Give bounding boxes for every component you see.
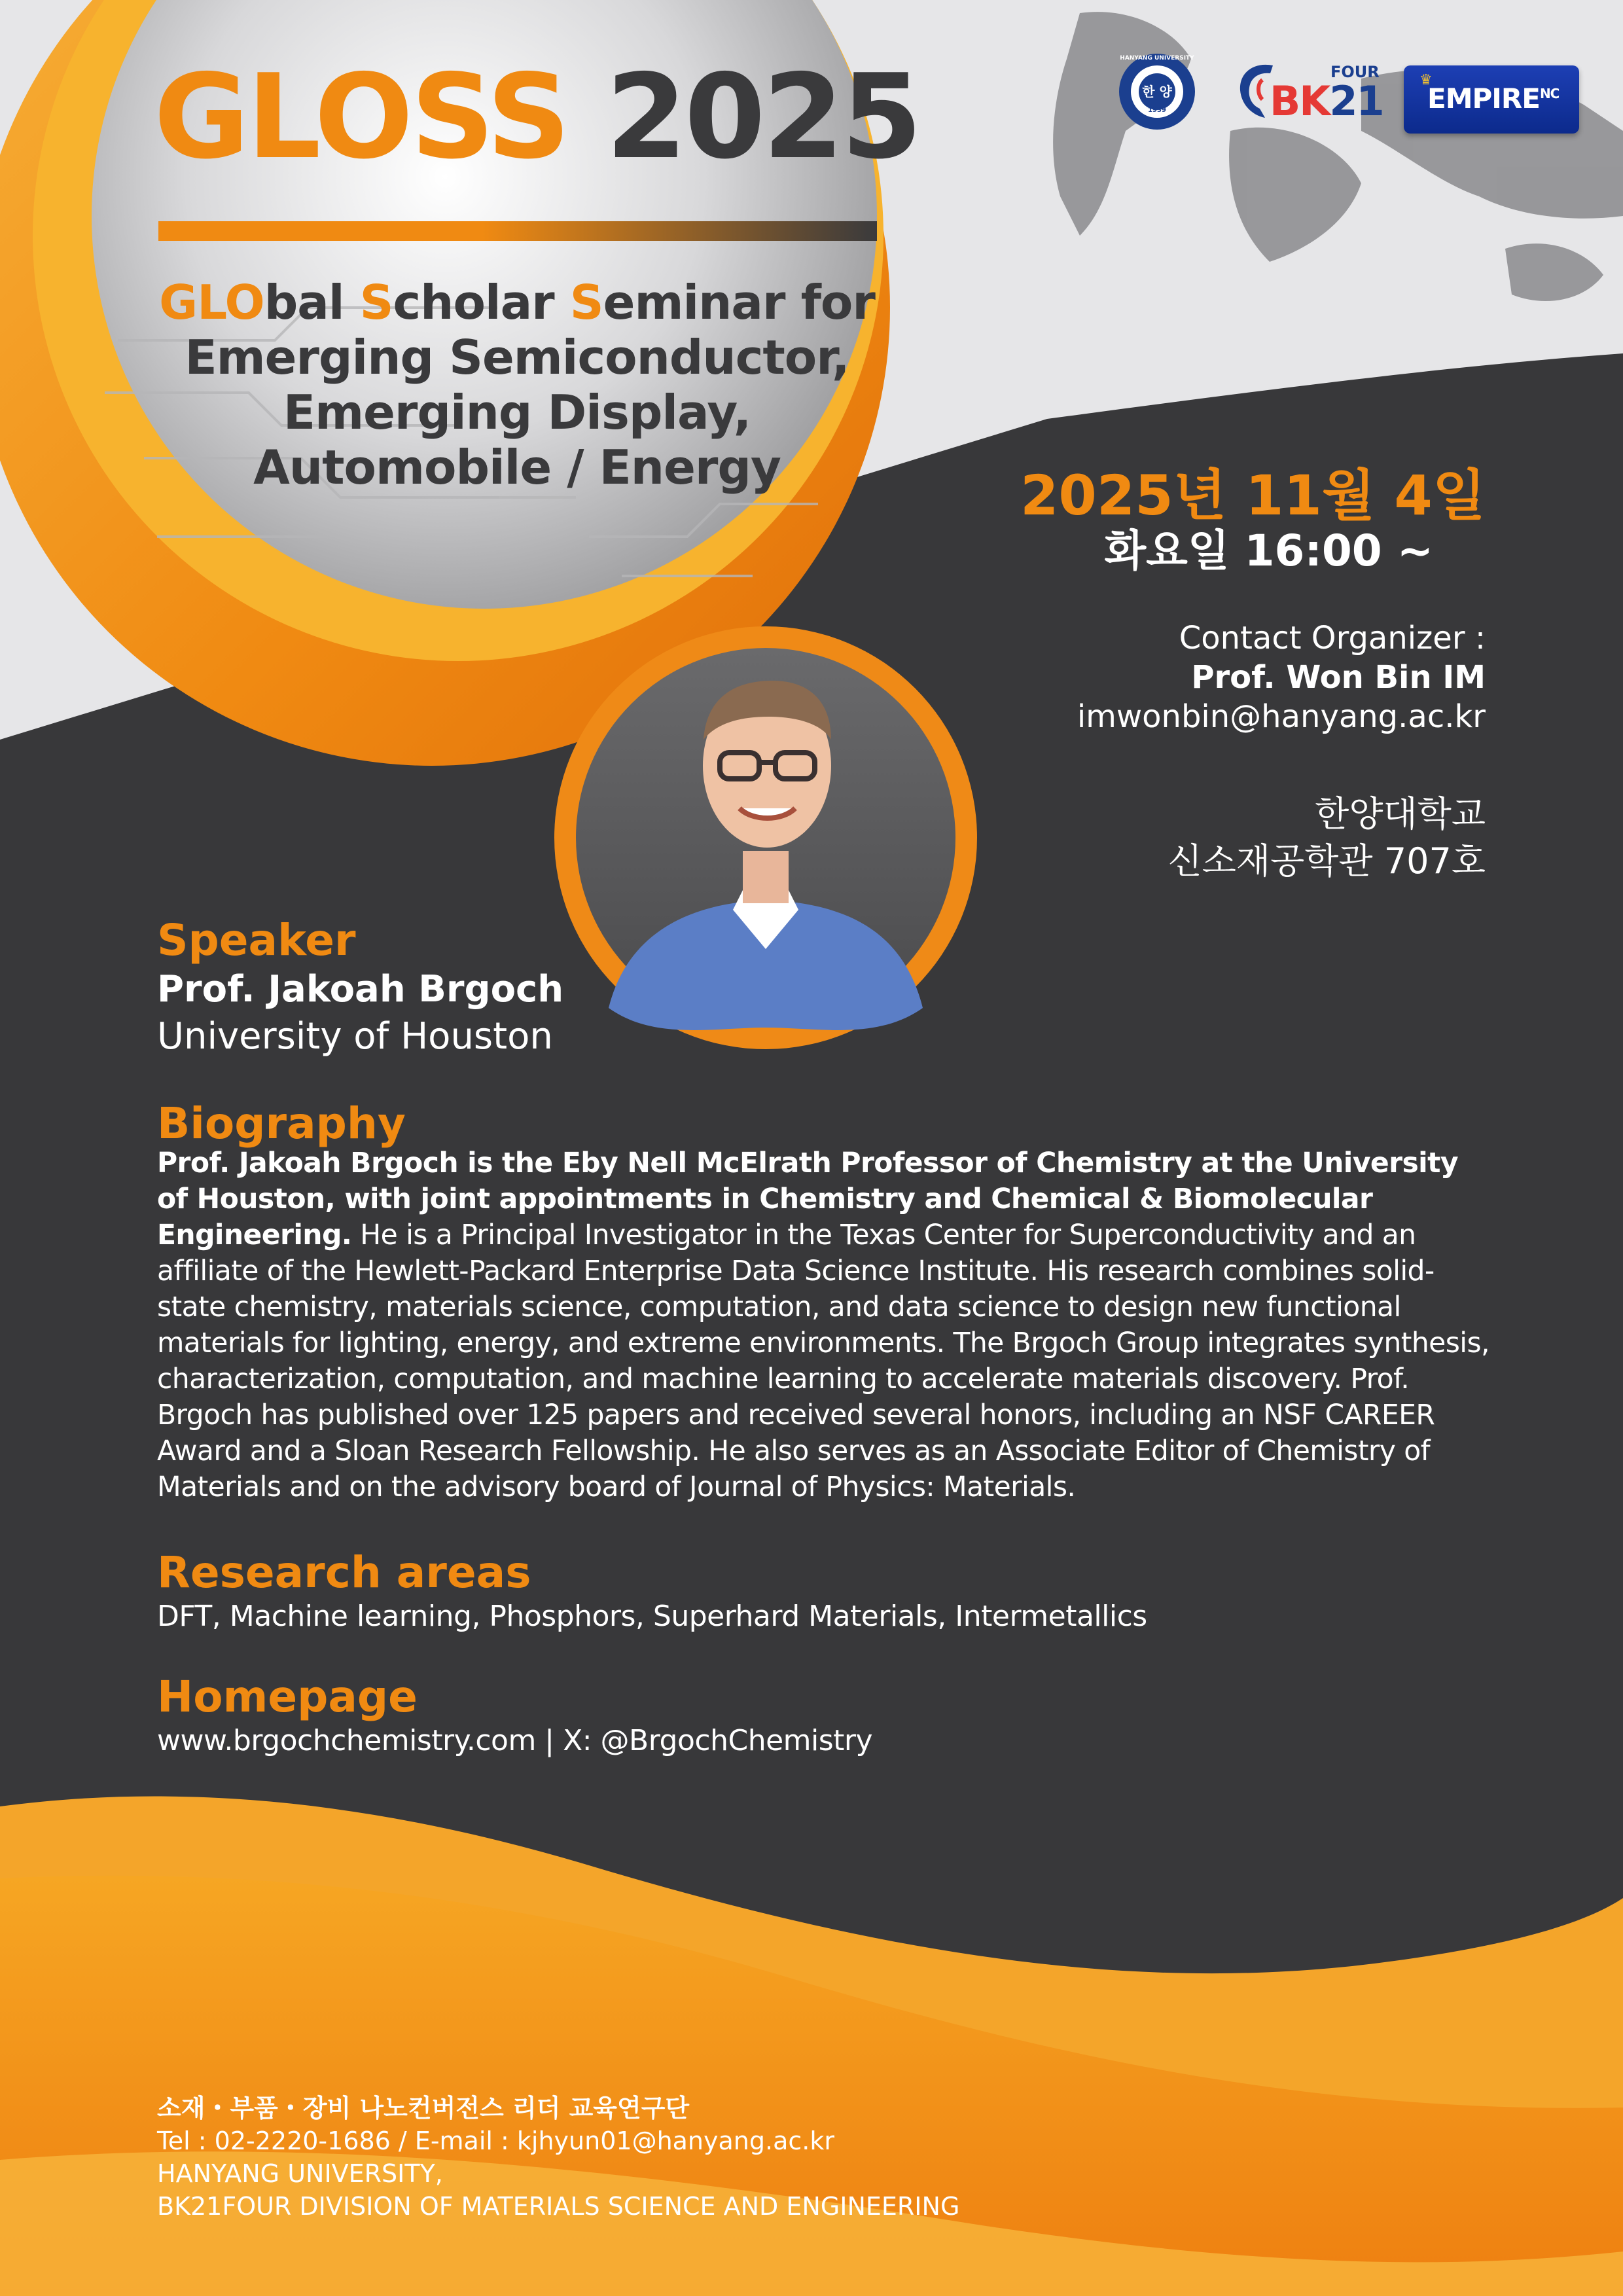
homepage-link[interactable]: www.brgochchemistry.com | X: @BrgochChemistry [157,1724,873,1757]
contact-email[interactable]: imwonbin@hanyang.ac.kr [1077,698,1486,735]
venue-block [1168,791,1486,885]
subtitle-highlight: S [569,275,603,330]
event-day-time: 화요일 16:00 ~ [1104,526,1433,576]
subtitle-line: Emerging Semiconductor, [185,330,849,385]
empire-crown-icon: ♛ [1419,72,1433,88]
biography-heading-block [157,1098,406,1149]
hanyang-logo-year: 1939 [1148,107,1166,114]
speaker-affiliation: University of Houston [157,1015,553,1058]
hanyang-logo-center: 한 양 [1142,84,1172,99]
empire-word: EMPIRE [1427,82,1540,115]
speaker-heading: Speaker [157,915,356,965]
homepage-heading: Homepage [157,1672,418,1722]
hanyang-university-logo [1118,52,1196,131]
venue-line1: 한양대학교 [1315,793,1486,834]
subtitle-text: cholar [393,275,570,330]
footer-university: HANYANG UNIVERSITY, [157,2159,443,2188]
bk-text: BK [1270,77,1330,125]
title-brand: GLOSS [154,49,568,185]
research-section [157,1547,1147,1635]
empire-nc-logo [1404,65,1579,134]
subtitle-highlight: GLO [159,275,264,330]
bk-number: 21 [1329,77,1383,125]
bk21-four-label: FOUR [1330,63,1380,81]
event-date: 2025년 11월 4일 [1020,463,1486,528]
speaker-section [157,915,563,1060]
title-year: 2025 [605,49,920,185]
event-title [154,49,920,185]
subtitle-line: Emerging Display, [283,385,751,440]
research-heading: Research areas [157,1547,531,1598]
biography-text [157,1145,1492,1505]
empire-sup: NC [1539,86,1560,101]
subtitle-text: eminar for [603,275,875,330]
research-text: DFT, Machine learning, Phosphors, Superhard Materials, Intermetallics [157,1600,1147,1633]
footer-org-name: 소재・부품・장비 나노컨버전스 리더 교육연구단 [157,2094,690,2123]
footer-division: BK21FOUR DIVISION OF MATERIALS SCIENCE AND ENGINEERING [157,2192,960,2221]
biography-heading: Biography [157,1098,406,1149]
biography-bold-text: Prof. Jakoah Brgoch is the Eby Nell McElrath Professor of Chemistry at the University of Houston, with joint appointments in Chemistry and Chemical & Biomolecular Engineering. [157,1147,1458,1251]
title-underline [158,221,877,241]
event-subtitle [157,275,877,495]
footer-block [157,2092,959,2223]
bk21-four-logo [1234,54,1383,126]
homepage-section [157,1672,872,1759]
empire-text [1427,82,1559,115]
hanyang-logo-ring-text: HANYANG UNIVERSITY [1120,55,1194,62]
subtitle-line: Automobile / Energy [253,440,781,495]
biography-body-text: He is a Principal Investigator in the Texas Center for Superconductivity and an affiliate of the Hewlett-Packard Enterprise Data Science Institute. His research combines solid-state chemistry, materials science, computation, and data science to design new functional materials for lighting, energy, and extreme environments. The Brgoch Group integrates synthesis, characterization, computation, and machine learning to accelerate materials discovery. Prof. Brgoch has published over 125 papers and received several honors, including an NSF CAREER Award and a Sloan Research Fellowship. He also serves as an Associate Editor of Chemistry of Materials and on the advisory board of Journal of Physics: Materials. [157,1219,1489,1503]
contact-block [1077,619,1486,736]
speaker-name: Prof. Jakoah Brgoch [157,968,564,1011]
subtitle-highlight: S [359,275,393,330]
venue-line2: 신소재공학관 707호 [1168,840,1486,882]
bk21-label [1270,77,1383,125]
subtitle-text: bal [264,275,360,330]
contact-name: Prof. Won Bin IM [1191,659,1486,696]
contact-label: Contact Organizer : [1179,620,1486,656]
footer-contact: Tel : 02-2220-1686 / E-mail : kjhyun01@hanyang.ac.kr [157,2126,834,2155]
